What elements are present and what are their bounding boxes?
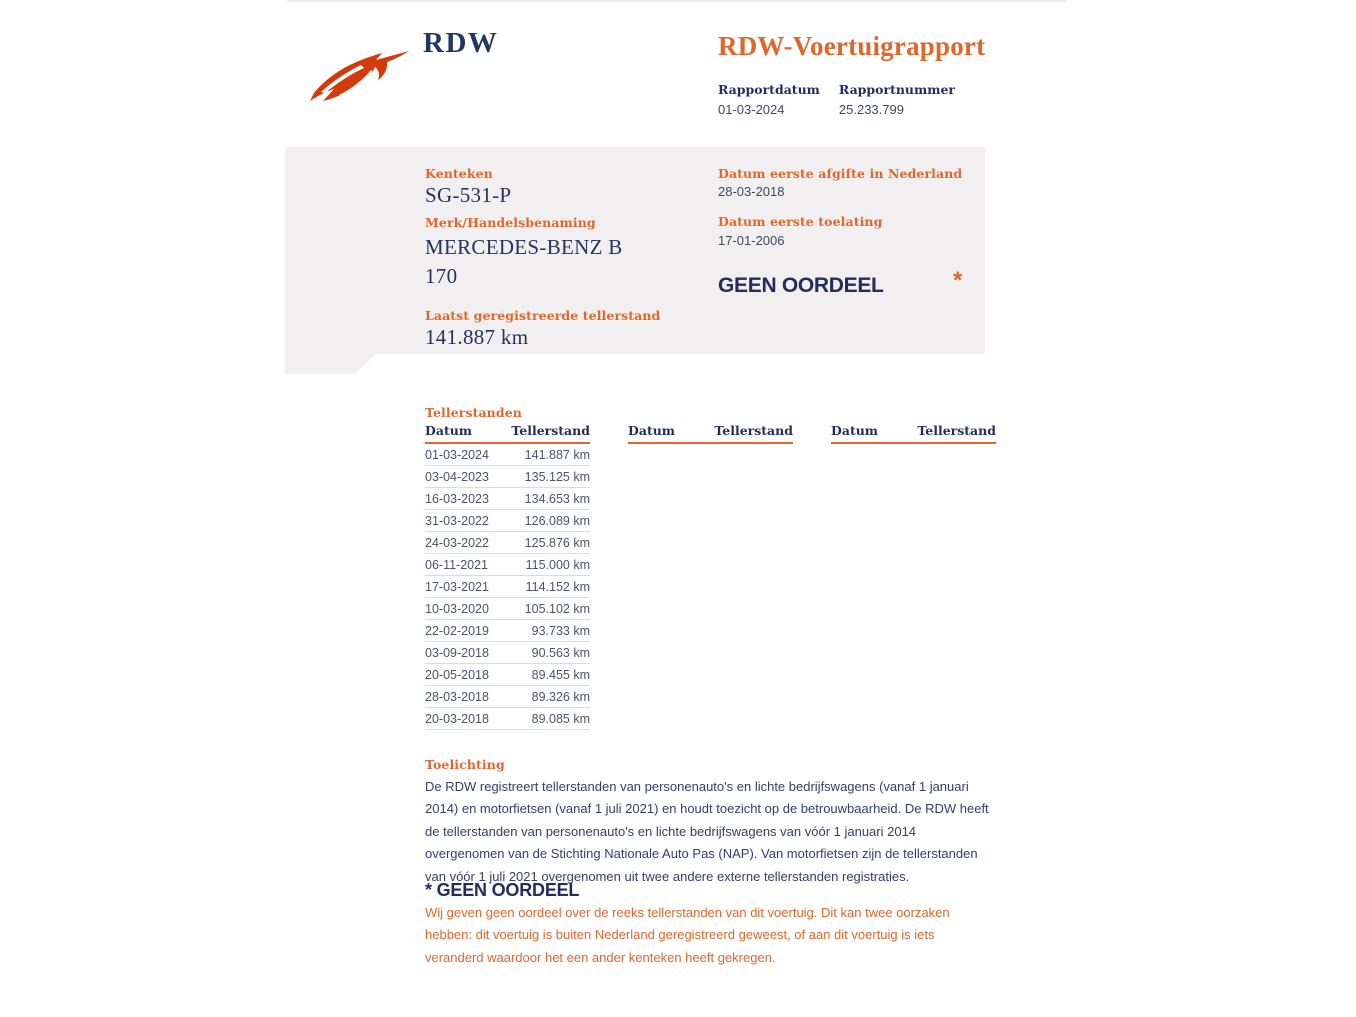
- table-header-row: [628, 423, 793, 444]
- table-row: [425, 510, 590, 532]
- merk-value: MERCEDES-BENZ B 170: [425, 235, 623, 288]
- top-divider: [287, 0, 1067, 2]
- toelichting-text: De RDW registreert tellerstanden van personenauto's en lichte bedrijfswagens (vanaf 1 januari 2014) en motorfietsen (vanaf 1 juli 2021) en houdt toezicht op de betrouwbaarheid. De RDW heeft de tellerstanden van personenauto's en lichte bedrijfswagens van vóór 1 januari 2014 overgenomen van de Stichting Nationale Auto Pas (NAP). Van motorfietsen zijn de tellerstanden van vóór 1 juli 2021 overgenomen uit twee andere externe tellerstanden registraties.: [425, 779, 989, 884]
- report-number-label: Rapportnummer: [838, 82, 956, 97]
- toelichting-heading: Toelichting: [425, 757, 505, 772]
- oordeel-status: GEEN OORDEEL: [718, 274, 884, 297]
- table-row: [425, 642, 590, 664]
- report-meta: [718, 82, 974, 117]
- oordeel-asterisk: *: [953, 267, 963, 294]
- row-tellerstand: 89.455 km: [531, 668, 590, 682]
- report-title: RDW-Voertuigrapport: [718, 31, 986, 61]
- afgifte-value: 28-03-2018: [718, 184, 785, 199]
- row-tellerstand: 115.000 km: [525, 558, 590, 572]
- table-row: [425, 686, 590, 708]
- table-column-group-3: [831, 423, 996, 730]
- vehicle-summary-panel-tail: [285, 353, 377, 374]
- row-datum: 06-11-2021: [425, 558, 489, 572]
- row-datum: 17-03-2021: [425, 580, 489, 594]
- table-row: [425, 664, 590, 686]
- table-column-group-1: [425, 423, 590, 730]
- row-tellerstand: 126.089 km: [524, 514, 590, 528]
- report-date-value: 01-03-2024: [718, 102, 785, 117]
- report-number-value: 25.233.799: [838, 102, 904, 117]
- toelating-value: 17-01-2006: [718, 233, 785, 248]
- row-datum: 20-03-2018: [425, 712, 489, 726]
- table-header-row: [425, 423, 590, 444]
- merk-label: Merk/Handelsbenaming: [425, 215, 596, 230]
- table-row: [425, 576, 590, 598]
- row-tellerstand: 135.125 km: [524, 470, 590, 484]
- row-datum: 10-03-2020: [425, 602, 489, 616]
- row-datum: 28-03-2018: [425, 690, 489, 704]
- tellerstand-header: Tellerstand: [511, 423, 590, 438]
- tellerstand-header: Tellerstand: [714, 423, 793, 438]
- row-tellerstand: 134.653 km: [524, 492, 590, 506]
- row-datum: 03-04-2023: [425, 470, 489, 484]
- row-datum: 24-03-2022: [425, 536, 489, 550]
- tellerstand-header: Tellerstand: [917, 423, 996, 438]
- toelating-label: Datum eerste toelating: [718, 214, 883, 229]
- rdw-wing-icon: [310, 50, 410, 102]
- laatste-tellerstand-value: 141.887 km: [425, 325, 529, 349]
- row-datum: 31-03-2022: [425, 514, 489, 528]
- row-tellerstand: 90.563 km: [531, 646, 590, 660]
- table-row: [425, 598, 590, 620]
- report-number-block: [839, 82, 955, 117]
- tellerstanden-heading: Tellerstanden: [425, 405, 522, 420]
- datum-header: Datum: [425, 423, 473, 438]
- row-tellerstand: 105.102 km: [524, 602, 590, 616]
- row-datum: 16-03-2023: [425, 492, 489, 506]
- datum-header: Datum: [628, 423, 676, 438]
- datum-header: Datum: [831, 423, 879, 438]
- tellerstanden-table: [425, 423, 996, 730]
- row-datum: 01-03-2024: [425, 448, 489, 462]
- row-datum: 22-02-2019: [425, 624, 489, 638]
- table-row: [425, 620, 590, 642]
- row-tellerstand: 89.326 km: [531, 690, 590, 704]
- row-tellerstand: 89.085 km: [531, 712, 590, 726]
- table-body: [425, 444, 590, 730]
- table-row: [425, 466, 590, 488]
- table-row: [425, 444, 590, 466]
- row-tellerstand: 125.876 km: [524, 536, 590, 550]
- row-datum: 03-09-2018: [425, 646, 489, 660]
- rdw-logo-text: RDW: [423, 27, 499, 59]
- table-row: [425, 532, 590, 554]
- afgifte-label: Datum eerste afgifte in Nederland: [718, 166, 963, 181]
- table-row: [425, 488, 590, 510]
- laatste-tellerstand-label: Laatst geregistreerde tellerstand: [425, 308, 661, 323]
- table-row: [425, 554, 590, 576]
- table-column-group-2: [628, 423, 793, 730]
- row-datum: 20-05-2018: [425, 668, 489, 682]
- row-tellerstand: 93.733 km: [531, 624, 590, 638]
- report-date-block: [718, 82, 820, 117]
- table-header-row: [831, 423, 996, 444]
- report-date-label: Rapportdatum: [718, 82, 820, 97]
- row-tellerstand: 141.887 km: [524, 448, 590, 462]
- row-tellerstand: 114.152 km: [525, 580, 590, 594]
- geen-oordeel-heading: * GEEN OORDEEL: [425, 880, 580, 900]
- kenteken-value: SG-531-P: [425, 183, 512, 207]
- geen-oordeel-text: Wij geven geen oordeel over de reeks tellerstanden van dit voertuig. Dit kan twee oorzaken hebben: dit voertuig is buiten Nederland geregistreerd geweest, of aan dit voertuig is iets veranderd waardoor het een ander kenteken heeft gekregen.: [425, 905, 950, 965]
- kenteken-label: Kenteken: [425, 166, 493, 181]
- table-row: [425, 708, 590, 730]
